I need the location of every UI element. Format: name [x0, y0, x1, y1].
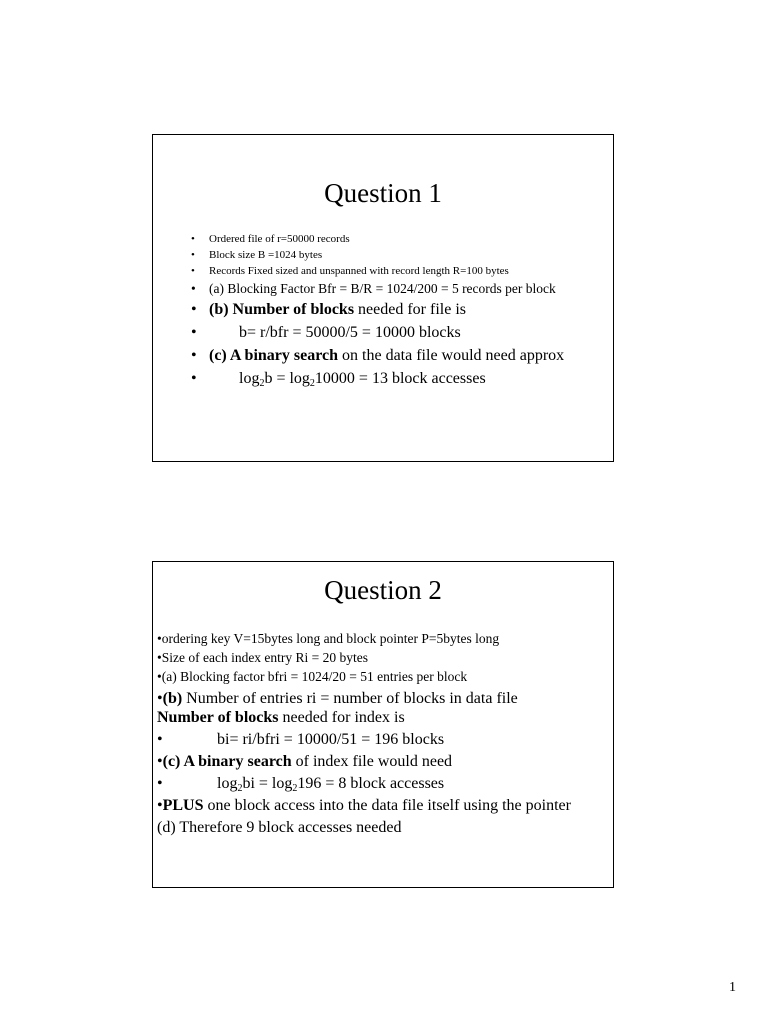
list-item: •(c) A binary search of index file would need [157, 753, 453, 770]
list-item: •PLUS one block access into the data file itself using the pointer [157, 797, 571, 814]
bullet-list [191, 231, 601, 389]
list-item: • (b) Number of blocks needed for file is [191, 301, 466, 318]
list-item: • $\log_2bi = \log_2196 = 8$ block accesses [157, 775, 445, 794]
list-item: • Records Fixed sized and unspanned with record length R=100 bytes [191, 265, 509, 277]
list-item: • (c) A binary search on the data file would need approx [191, 347, 565, 364]
list-item: • $\log_2b = \log_210000 = 13$ block accesses [191, 370, 486, 389]
list-item: • (a) Blocking Factor Bfr = B/R = 1024/200 = 5 records per block [191, 281, 556, 296]
slide-question-2 [152, 561, 614, 888]
list-item: •(a) Blocking factor bfri = 1024/20 = 51 entries per block [157, 669, 468, 684]
bullet-list [157, 629, 609, 837]
page-number: 1 [729, 980, 736, 995]
slide-question-1 [152, 134, 614, 462]
list-item: (d) Therefore 9 block accesses needed [157, 819, 402, 836]
slide-title: Question 2 [324, 575, 442, 605]
list-item: • Ordered file of r=50000 records [191, 233, 350, 245]
list-item: •ordering key V=15bytes long and block pointer P=5bytes long [157, 631, 500, 646]
list-item: • Block size B =1024 bytes [191, 249, 323, 261]
list-item: •(b) Number of entries ri = number of blocks in data file Number of blocks needed for index is [157, 690, 518, 726]
list-item: •Size of each index entry Ri = 20 bytes [157, 650, 369, 665]
slide-title: Question 1 [324, 178, 442, 208]
list-item: • bi= ri/bfri = 10000/51 = 196 blocks [157, 731, 445, 748]
list-item: • b= r/bfr = 50000/5 = 10000 blocks [191, 324, 461, 341]
